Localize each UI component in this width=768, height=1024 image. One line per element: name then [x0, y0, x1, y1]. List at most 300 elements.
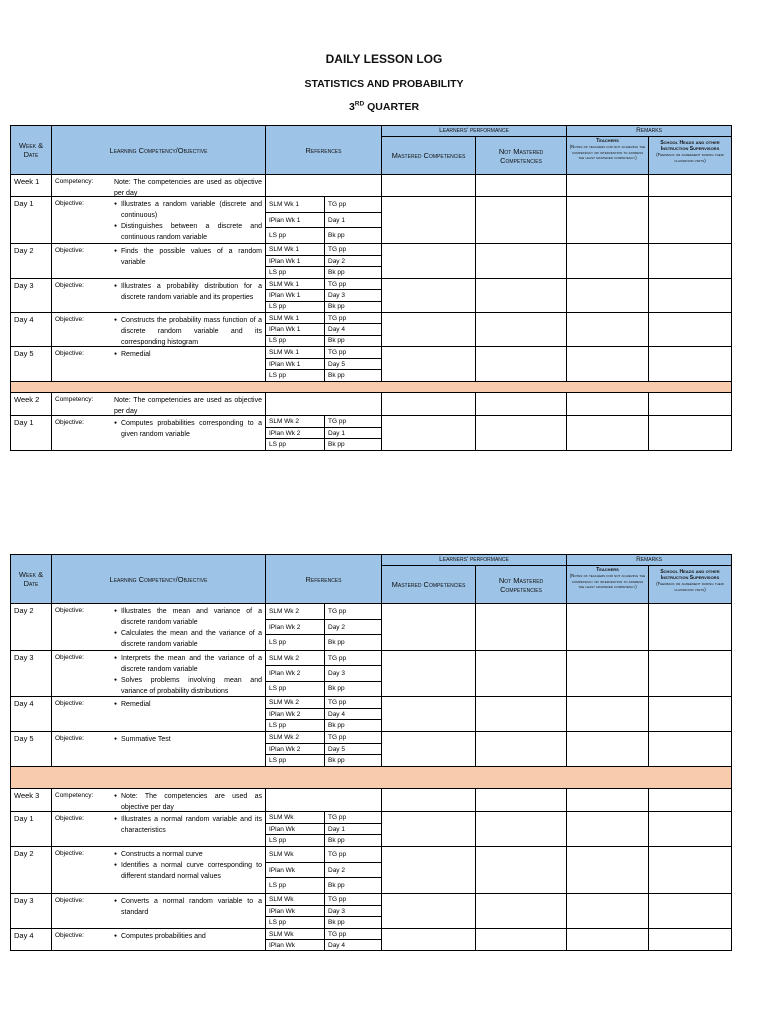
mastered-cell — [382, 604, 476, 651]
day-label: Day 4 — [11, 697, 52, 732]
quarter-heading — [0, 101, 768, 113]
reference-detail: Bk pp — [328, 919, 345, 927]
reference-row — [266, 755, 381, 766]
separator-row — [11, 382, 732, 393]
day-row — [11, 347, 732, 382]
reference-detail: TG pp — [328, 417, 347, 425]
references-cell — [266, 604, 382, 651]
reference-row — [266, 929, 381, 940]
table-header — [11, 555, 732, 604]
objective-item: ● Distinguishes between a discrete and continuous random variable — [114, 221, 262, 243]
reference-row — [266, 359, 381, 371]
teachers-remarks-cell — [567, 929, 649, 951]
header-learners-performance: Learners' performance — [382, 126, 567, 137]
mastered-cell — [382, 812, 476, 847]
reference-source: IPlan Wk 1 — [266, 213, 325, 228]
reference-detail: Bk pp — [328, 882, 345, 890]
reference-source: SLM Wk — [266, 894, 325, 905]
competency-content — [114, 315, 262, 347]
reference-detail: Day 4 — [328, 710, 345, 718]
quarter-word: QUARTER — [367, 101, 420, 113]
reference-detail: TG pp — [328, 607, 347, 615]
teachers-remarks-cell — [567, 197, 649, 244]
objective-item: ● Remedial — [114, 699, 262, 710]
objective-item: ● Computes probabilities corresponding to a given random variable — [114, 418, 262, 440]
header-week-date: Week & Date — [11, 126, 52, 175]
competency-cell — [52, 732, 266, 767]
reference-detail: TG pp — [328, 850, 347, 858]
reference-row — [266, 620, 381, 636]
school-heads-remarks-cell — [649, 244, 732, 279]
competency-cell — [52, 604, 266, 651]
reference-detail: TG pp — [328, 698, 347, 706]
reference-row — [266, 732, 381, 744]
reference-source: SLM Wk — [266, 847, 325, 862]
reference-row — [266, 720, 381, 731]
not-mastered-cell — [476, 604, 567, 651]
mastered-cell — [382, 732, 476, 767]
day-label: Day 5 — [11, 347, 52, 382]
reference-row — [266, 906, 381, 918]
competency-content — [114, 199, 262, 243]
competency-content — [114, 349, 262, 360]
table-header — [11, 126, 732, 175]
competency-content — [114, 849, 262, 882]
objective-label: Objective: — [55, 419, 84, 426]
competency-content — [114, 814, 262, 836]
week-row — [11, 789, 732, 812]
not-mastered-cell — [476, 197, 567, 244]
not-mastered-cell — [476, 175, 567, 197]
day-label: Day 3 — [11, 651, 52, 697]
header-references: References — [266, 555, 382, 604]
competency-cell — [52, 894, 266, 929]
competency-content — [114, 699, 262, 710]
competency-content — [114, 606, 262, 650]
header-teachers — [567, 566, 649, 604]
reference-source: IPlan Wk — [266, 824, 325, 835]
separator-row — [11, 767, 732, 789]
teachers-remarks-cell — [567, 789, 649, 812]
header-competency-objective: Learning Competency/Objective — [52, 126, 266, 175]
reference-detail: TG pp — [328, 280, 347, 288]
day-label: Day 4 — [11, 929, 52, 951]
reference-row — [266, 313, 381, 324]
objective-label: Objective: — [55, 735, 84, 742]
header-teachers — [567, 137, 649, 175]
objective-label: Objective: — [55, 200, 84, 207]
reference-source: IPlan Wk 2 — [266, 620, 325, 635]
reference-detail: Day 3 — [328, 907, 345, 915]
objective-item: ● Interprets the mean and the variance of a discrete random variable — [114, 653, 262, 675]
reference-source: SLM Wk 1 — [266, 279, 325, 289]
objective-item: ● Finds the possible values of a random variable — [114, 246, 262, 268]
reference-detail: Bk pp — [328, 837, 345, 845]
reference-row — [266, 302, 381, 312]
mastered-cell — [382, 347, 476, 382]
school-heads-remarks-cell — [649, 651, 732, 697]
day-label: Day 3 — [11, 279, 52, 313]
references-cell — [266, 313, 382, 347]
reference-source: SLM Wk — [266, 812, 325, 823]
day-label: Day 2 — [11, 604, 52, 651]
competency-cell — [52, 416, 266, 451]
mastered-cell — [382, 416, 476, 451]
teachers-remarks-cell — [567, 847, 649, 894]
reference-detail: Bk pp — [328, 722, 345, 730]
header-school-heads-title: School Heads and other Instruction Supervisors — [660, 140, 720, 152]
teachers-remarks-cell — [567, 651, 649, 697]
day-row — [11, 244, 732, 279]
not-mastered-cell — [476, 847, 567, 894]
reference-row — [266, 228, 381, 243]
mastered-cell — [382, 197, 476, 244]
day-label: Day 1 — [11, 812, 52, 847]
day-row — [11, 604, 732, 651]
reference-row — [266, 863, 381, 879]
not-mastered-cell — [476, 651, 567, 697]
mastered-cell — [382, 244, 476, 279]
reference-row — [266, 267, 381, 278]
reference-detail: Bk pp — [328, 757, 345, 765]
objective-item: ● Illustrates a random variable (discrete and continuous) — [114, 199, 262, 221]
competency-content — [114, 395, 262, 416]
not-mastered-cell — [476, 894, 567, 929]
reference-source: SLM Wk 2 — [266, 732, 325, 743]
school-heads-remarks-cell — [649, 847, 732, 894]
reference-row — [266, 279, 381, 290]
header-mastered: Mastered Competencies — [382, 566, 476, 604]
competency-label: Competency: — [55, 396, 94, 403]
competency-content — [114, 896, 262, 918]
reference-detail: TG pp — [328, 348, 347, 356]
reference-row — [266, 744, 381, 756]
competency-label: Competency: — [55, 178, 94, 185]
reference-source: LS pp — [266, 370, 325, 381]
subject-heading: STATISTICS AND PROBABILITY — [304, 78, 464, 90]
day-label: Day 2 — [11, 847, 52, 894]
header-teachers-note: (Notes of teachers for not achieving the competency or intervention to address the least mastered competency) — [569, 573, 646, 590]
references-cell — [266, 416, 382, 451]
competency-note: Note: The competencies are used as objective per day — [114, 397, 262, 415]
reference-detail: Day 2 — [328, 623, 345, 631]
reference-row — [266, 666, 381, 681]
reference-row — [266, 256, 381, 268]
objective-item: ● Calculates the mean and the variance of a discrete random variable — [114, 628, 262, 650]
quarter-suffix: RD — [354, 100, 365, 108]
mastered-cell — [382, 847, 476, 894]
header-week-date: Week & Date — [11, 555, 52, 604]
reference-source: IPlan Wk 2 — [266, 709, 325, 720]
header-not-mastered: Not Mastered Competencies — [476, 566, 567, 604]
reference-detail: Day 1 — [328, 825, 345, 833]
day-row — [11, 812, 732, 847]
reference-row — [266, 697, 381, 709]
week-row — [11, 393, 732, 416]
reference-row — [266, 709, 381, 721]
competency-content — [114, 931, 262, 942]
lesson-log-table — [10, 554, 732, 951]
reference-source: SLM Wk 1 — [266, 244, 325, 255]
objective-item: ● Identifies a normal curve corresponding to different standard normal values — [114, 860, 262, 882]
header-school-heads-title: School Heads and other Instruction Supervisors — [660, 569, 720, 581]
reference-row — [266, 651, 381, 666]
reference-detail: Day 3 — [328, 669, 345, 677]
reference-row — [266, 416, 381, 428]
reference-source: IPlan Wk 2 — [266, 744, 325, 755]
references-cell — [266, 894, 382, 929]
school-heads-remarks-cell — [649, 812, 732, 847]
objective-label: Objective: — [55, 897, 84, 904]
header-teachers-note: (Notes of teachers for not achieving the competency or intervention to address the least mastered competency) — [569, 144, 646, 161]
teachers-remarks-cell — [567, 732, 649, 767]
day-row — [11, 416, 732, 451]
reference-source: SLM Wk 2 — [266, 651, 325, 665]
competency-cell — [52, 393, 266, 416]
header-competency-objective: Learning Competency/Objective — [52, 555, 266, 604]
competency-content — [114, 246, 262, 268]
not-mastered-cell — [476, 929, 567, 951]
reference-source: LS pp — [266, 917, 325, 928]
school-heads-remarks-cell — [649, 313, 732, 347]
teachers-remarks-cell — [567, 416, 649, 451]
school-heads-remarks-cell — [649, 416, 732, 451]
day-label: Day 5 — [11, 732, 52, 767]
reference-detail: TG pp — [328, 654, 347, 662]
references-cell — [266, 175, 382, 197]
teachers-remarks-cell — [567, 347, 649, 382]
objective-item: ● Summative Test — [114, 734, 262, 745]
reference-source: IPlan Wk 1 — [266, 290, 325, 300]
day-label: Day 3 — [11, 894, 52, 929]
mastered-cell — [382, 175, 476, 197]
reference-detail: TG pp — [328, 733, 347, 741]
teachers-remarks-cell — [567, 812, 649, 847]
school-heads-remarks-cell — [649, 347, 732, 382]
references-cell — [266, 929, 382, 951]
competency-cell — [52, 929, 266, 951]
competency-content — [114, 653, 262, 697]
reference-source: SLM Wk 2 — [266, 697, 325, 708]
competency-cell — [52, 347, 266, 382]
header-learners-performance: Learners' performance — [382, 555, 567, 566]
references-cell — [266, 651, 382, 697]
reference-row — [266, 324, 381, 335]
lesson-log-table — [10, 125, 732, 451]
header-mastered: Mastered Competencies — [382, 137, 476, 175]
competency-cell — [52, 697, 266, 732]
objective-item: ● Remedial — [114, 349, 262, 360]
reference-row — [266, 635, 381, 650]
header-not-mastered: Not Mastered Competencies — [476, 137, 567, 175]
reference-row — [266, 290, 381, 301]
reference-detail: Day 1 — [328, 216, 345, 224]
reference-row — [266, 347, 381, 359]
reference-source: LS pp — [266, 835, 325, 846]
reference-source: IPlan Wk 2 — [266, 428, 325, 439]
header-references: References — [266, 126, 382, 175]
competency-content — [114, 177, 262, 197]
competency-cell — [52, 789, 266, 812]
week-row — [11, 175, 732, 197]
reference-source: LS pp — [266, 336, 325, 346]
objective-label: Objective: — [55, 700, 84, 707]
reference-row — [266, 604, 381, 620]
school-heads-remarks-cell — [649, 789, 732, 812]
reference-row — [266, 847, 381, 863]
reference-source: IPlan Wk — [266, 863, 325, 878]
quarter-number: 3 — [348, 101, 355, 113]
week-label: Week 2 — [11, 393, 52, 416]
school-heads-remarks-cell — [649, 279, 732, 313]
reference-detail: Bk pp — [328, 269, 345, 277]
competency-note: Note: The competencies are used as objective per day — [114, 179, 262, 197]
reference-row — [266, 244, 381, 256]
objective-label: Objective: — [55, 850, 84, 857]
day-row — [11, 313, 732, 347]
reference-row — [266, 894, 381, 906]
school-heads-remarks-cell — [649, 894, 732, 929]
reference-row — [266, 682, 381, 696]
day-label: Day 2 — [11, 244, 52, 279]
reference-source: IPlan Wk 1 — [266, 256, 325, 267]
competency-content — [114, 281, 262, 303]
teachers-remarks-cell — [567, 244, 649, 279]
reference-row — [266, 336, 381, 346]
objective-item: ● Computes probabilities and — [114, 931, 262, 942]
competency-cell — [52, 175, 266, 197]
competency-note: ● Note: The competencies are used as objective per day — [114, 791, 262, 812]
school-heads-remarks-cell — [649, 604, 732, 651]
competency-cell — [52, 197, 266, 244]
day-row — [11, 279, 732, 313]
reference-row — [266, 439, 381, 450]
header-school-heads — [649, 566, 732, 604]
references-cell — [266, 197, 382, 244]
reference-row — [266, 812, 381, 824]
objective-item: ● Converts a normal random variable to a standard — [114, 896, 262, 918]
reference-detail: Bk pp — [328, 639, 345, 647]
reference-detail: Bk pp — [328, 441, 345, 449]
mastered-cell — [382, 279, 476, 313]
week-label: Week 1 — [11, 175, 52, 197]
school-heads-remarks-cell — [649, 197, 732, 244]
header-remarks: Remarks — [567, 555, 732, 566]
reference-detail: Day 1 — [328, 429, 345, 437]
references-cell — [266, 847, 382, 894]
reference-source: LS pp — [266, 228, 325, 243]
day-row — [11, 732, 732, 767]
references-cell — [266, 244, 382, 279]
day-row — [11, 847, 732, 894]
separator-cell — [11, 382, 732, 393]
references-cell — [266, 789, 382, 812]
reference-source: IPlan Wk 1 — [266, 324, 325, 334]
reference-detail: TG pp — [328, 895, 347, 903]
objective-label: Objective: — [55, 247, 84, 254]
reference-detail: Bk pp — [328, 372, 345, 380]
reference-source: IPlan Wk 1 — [266, 359, 325, 370]
reference-detail: Day 4 — [328, 941, 345, 949]
teachers-remarks-cell — [567, 393, 649, 416]
reference-source: LS pp — [266, 720, 325, 731]
competency-content — [114, 734, 262, 745]
objective-label: Objective: — [55, 282, 84, 289]
mastered-cell — [382, 894, 476, 929]
objective-item: ● Illustrates the mean and variance of a discrete random variable — [114, 606, 262, 628]
reference-source: SLM Wk 1 — [266, 197, 325, 212]
day-row — [11, 651, 732, 697]
objective-label: Objective: — [55, 654, 84, 661]
header-teachers-title: Teachers — [596, 138, 619, 144]
not-mastered-cell — [476, 812, 567, 847]
reference-row — [266, 370, 381, 381]
not-mastered-cell — [476, 347, 567, 382]
competency-cell — [52, 812, 266, 847]
competency-content — [114, 791, 262, 812]
reference-detail: Day 5 — [328, 745, 345, 753]
mastered-cell — [382, 651, 476, 697]
reference-source: LS pp — [266, 635, 325, 650]
mastered-cell — [382, 313, 476, 347]
not-mastered-cell — [476, 313, 567, 347]
not-mastered-cell — [476, 393, 567, 416]
reference-row — [266, 428, 381, 440]
reference-source: SLM Wk — [266, 929, 325, 939]
reference-detail: TG pp — [328, 200, 347, 208]
week-label: Week 3 — [11, 789, 52, 812]
references-cell — [266, 347, 382, 382]
teachers-remarks-cell — [567, 697, 649, 732]
references-cell — [266, 393, 382, 416]
competency-cell — [52, 651, 266, 697]
school-heads-remarks-cell — [649, 697, 732, 732]
competency-label: Competency: — [55, 792, 94, 799]
not-mastered-cell — [476, 697, 567, 732]
reference-row — [266, 213, 381, 229]
reference-detail: TG pp — [328, 245, 347, 253]
reference-row — [266, 197, 381, 213]
mastered-cell — [382, 789, 476, 812]
reference-source: SLM Wk 2 — [266, 416, 325, 427]
objective-item: ● Illustrates a probability distribution for a discrete random variable and its properties — [114, 281, 262, 303]
objective-label: Objective: — [55, 815, 84, 822]
competency-cell — [52, 279, 266, 313]
reference-row — [266, 824, 381, 836]
reference-source: LS pp — [266, 302, 325, 312]
header-school-heads — [649, 137, 732, 175]
objective-label: Objective: — [55, 932, 84, 939]
reference-source: IPlan Wk — [266, 940, 325, 950]
teachers-remarks-cell — [567, 604, 649, 651]
references-cell — [266, 812, 382, 847]
separator-cell — [11, 767, 732, 789]
reference-source: SLM Wk 2 — [266, 604, 325, 619]
reference-detail: Day 4 — [328, 325, 345, 333]
reference-detail: Day 3 — [328, 291, 345, 299]
school-heads-remarks-cell — [649, 732, 732, 767]
objective-item: ● Constructs a normal curve — [114, 849, 262, 860]
reference-source: LS pp — [266, 755, 325, 766]
header-school-heads-note: (Feedback or agreement during their classroom visits) — [656, 152, 724, 163]
reference-detail: Bk pp — [328, 232, 345, 240]
not-mastered-cell — [476, 732, 567, 767]
objective-label: Objective: — [55, 350, 84, 357]
school-heads-remarks-cell — [649, 393, 732, 416]
reference-row — [266, 878, 381, 893]
reference-row — [266, 940, 381, 950]
objective-item: ● Constructs the probability mass function of a discrete random variable and its corresponding histogram — [114, 315, 262, 347]
